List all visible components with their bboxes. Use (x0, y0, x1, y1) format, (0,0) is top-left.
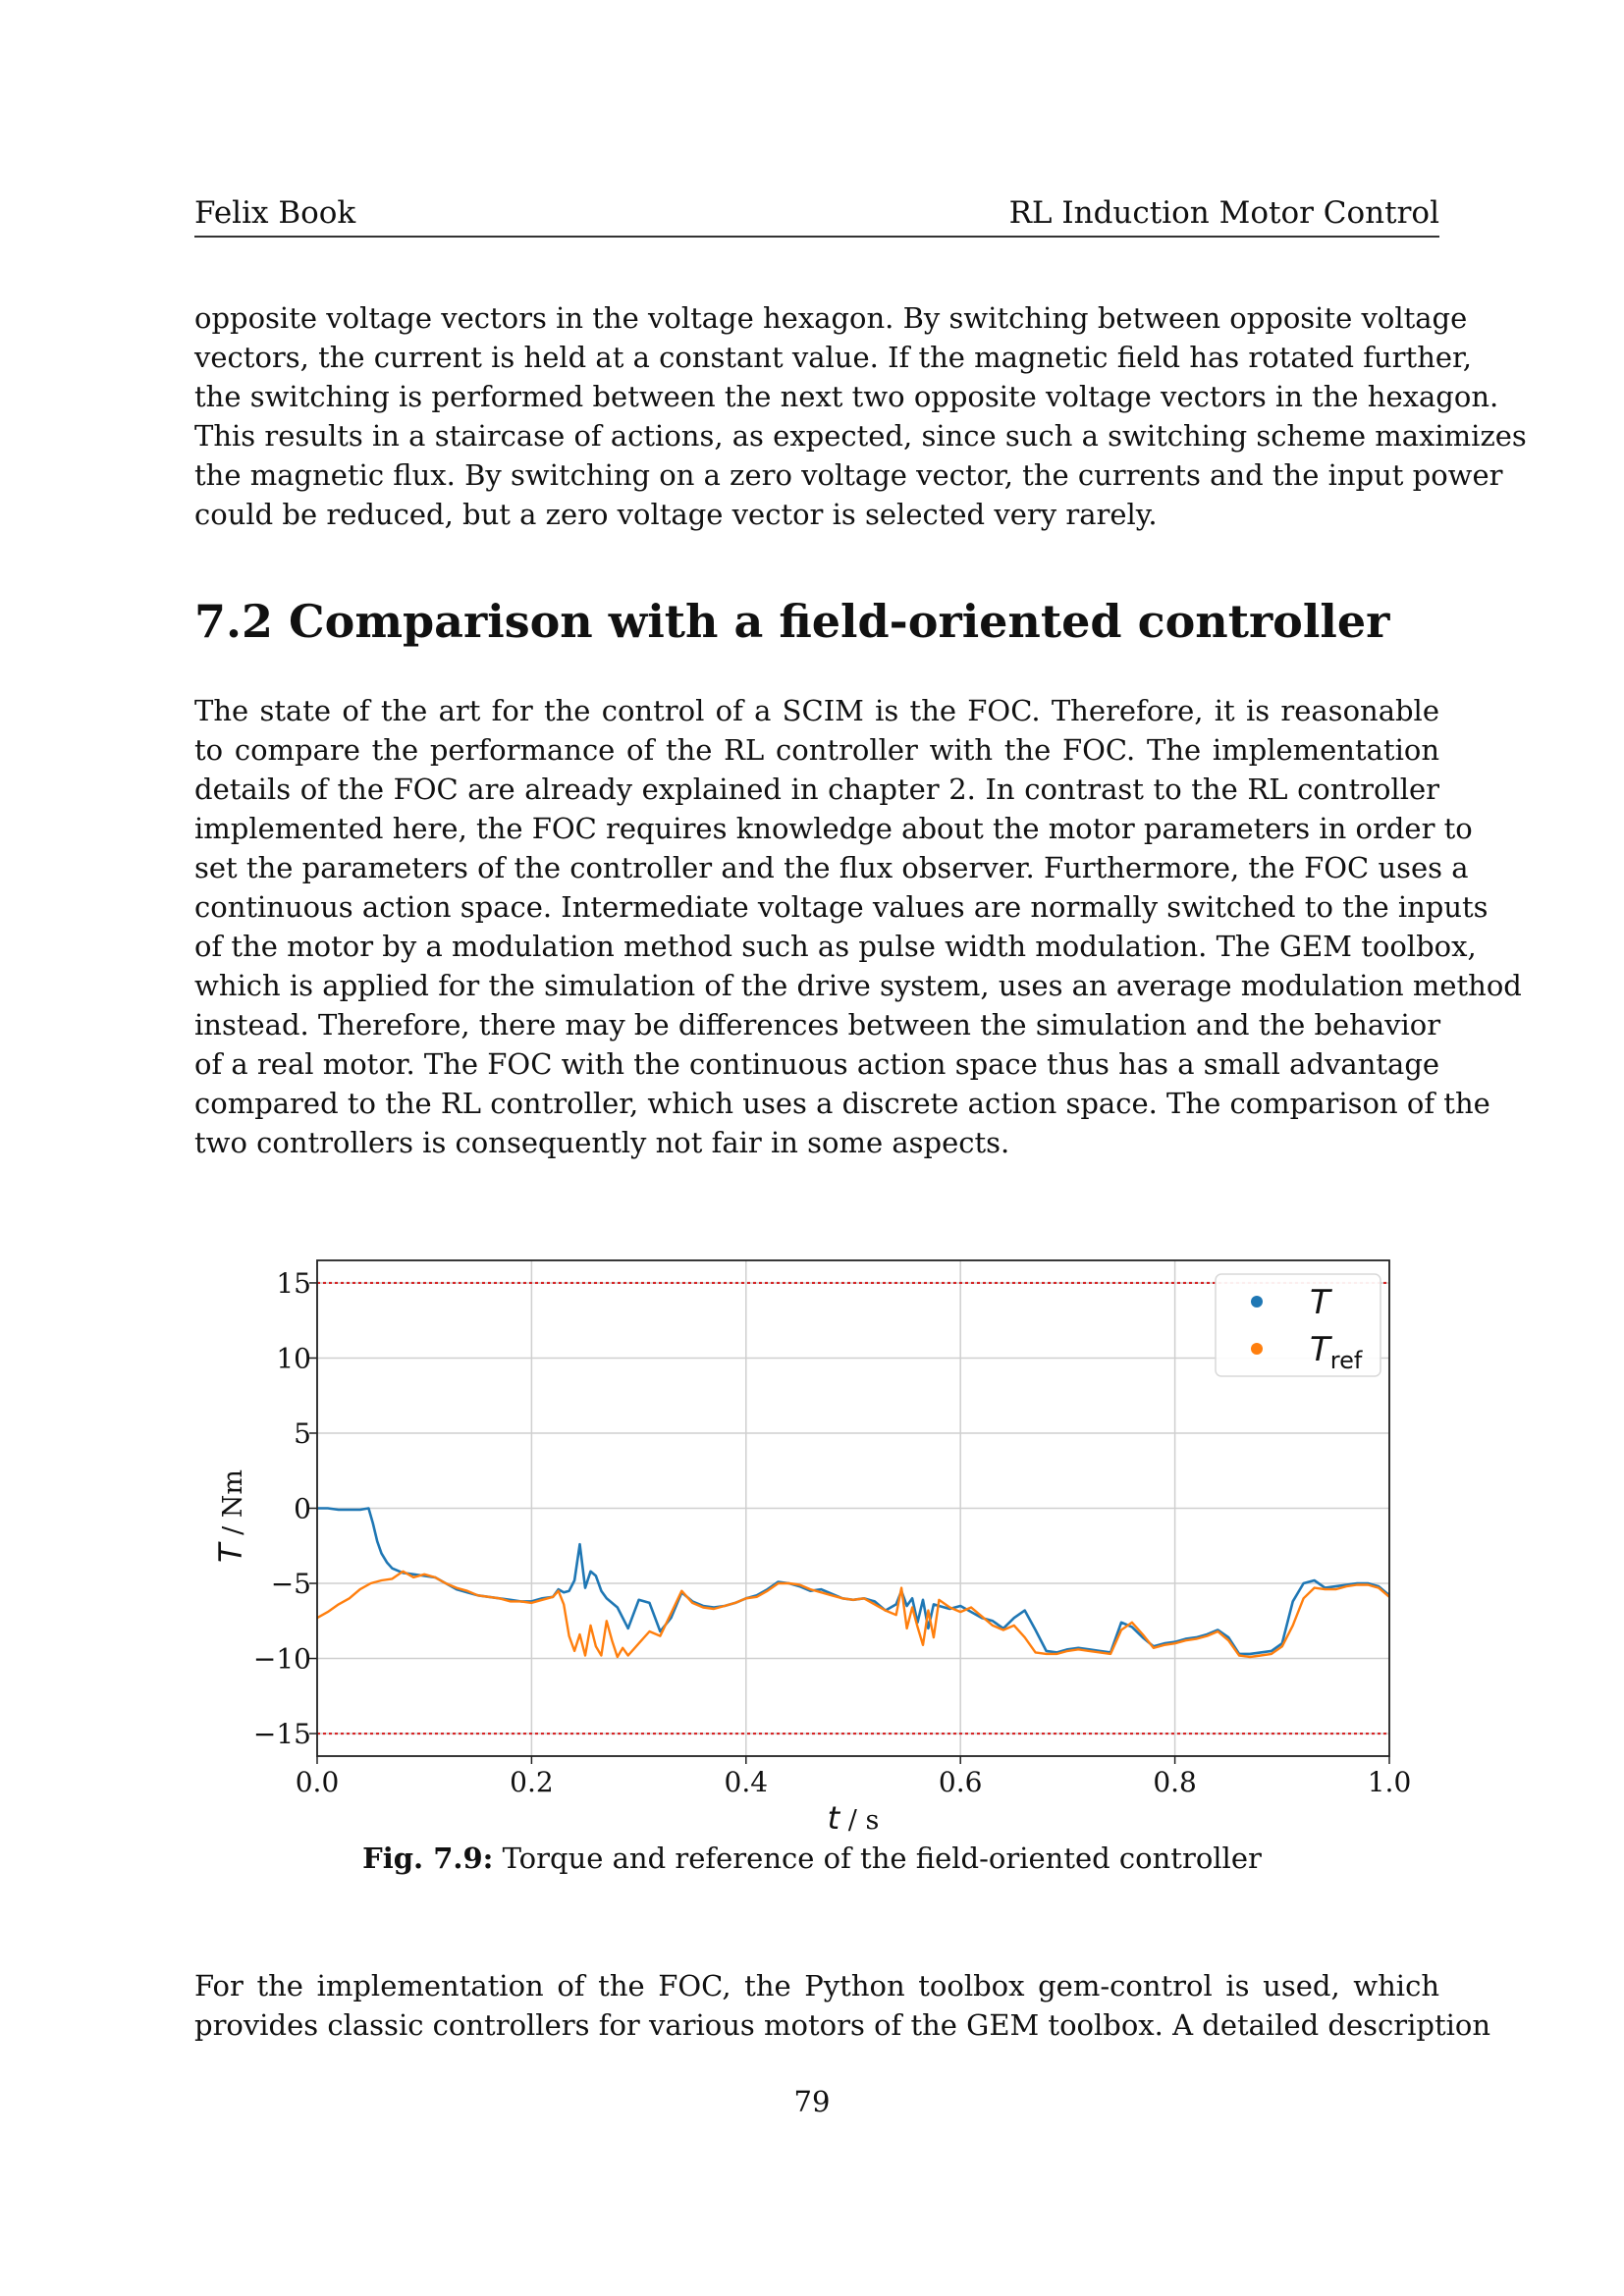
text-line: details of the FOC are already explained in chapter 2. In contrast to the RL controller (194, 773, 1439, 806)
text-line: set the parameters of the controller and the flux observer. Furthermore, the FOC uses a (194, 851, 1469, 884)
text-line: continuous action space. Intermediate voltage values are normally switched to the inputs (194, 890, 1489, 924)
text-line: opposite voltage vectors in the voltage hexagon. By switching between opposite voltage (194, 301, 1468, 335)
figure-label: Fig. 7.9: (362, 1842, 494, 1875)
x-tick-label: 0.4 (724, 1766, 769, 1798)
text-line: of the motor by a modulation method such as pulse width modulation. The GEM toolbox, (194, 930, 1477, 963)
section-number: 7.2 (194, 595, 274, 648)
section-title: Comparison with a field-oriented controller (289, 595, 1390, 648)
text-line: the magnetic flux. By switching on a zero voltage vector, the currents and the input power (194, 458, 1503, 492)
legend-marker (1251, 1296, 1263, 1308)
text-line: the switching is performed between the next two opposite voltage vectors in the hexagon. (194, 380, 1499, 413)
x-tick-label: 0.0 (295, 1766, 340, 1798)
text-line: The state of the art for the control of a SCIM is the FOC. Therefore, it is reasonable (194, 694, 1439, 727)
y-tick-label: 0 (294, 1492, 311, 1525)
x-tick-label: 0.8 (1153, 1766, 1197, 1798)
x-tick-label: 0.6 (938, 1766, 983, 1798)
text-line: This results in a staircase of actions, as expected, since such a switching scheme maximizes (194, 419, 1527, 453)
series-line-t (317, 1509, 1389, 1654)
text-line: which is applied for the simulation of the drive system, uses an average modulation method (194, 969, 1522, 1002)
series-line-t-ref (317, 1572, 1389, 1657)
legend-marker (1251, 1343, 1263, 1355)
text-line: provides classic controllers for various motors of the GEM toolbox. A detailed description (194, 2008, 1491, 2042)
text-line: vectors, the current is held at a constant value. If the magnetic field has rotated further, (194, 341, 1472, 374)
legend-label: $T_{ref}$ (1310, 1330, 1363, 1374)
legend-label: T (1310, 1283, 1330, 1322)
text-line: two controllers is consequently not fair in some aspects. (194, 1126, 1010, 1159)
y-tick-label: 5 (294, 1416, 311, 1450)
y-axis-label: T / Nm (212, 1468, 249, 1564)
text-line: compared to the RL controller, which uses a discrete action space. The comparison of the (194, 1087, 1490, 1120)
x-axis-label: t / s (827, 1799, 880, 1837)
page-number: 79 (793, 2085, 831, 2118)
figure-caption (0, 1842, 1624, 1875)
text-line: could be reduced, but a zero voltage vector is selected very rarely. (194, 498, 1158, 531)
y-tick-label: 15 (276, 1266, 311, 1300)
y-tick-label: −5 (270, 1568, 311, 1601)
text-line: implemented here, the FOC requires knowledge about the motor parameters in order to (194, 812, 1473, 845)
header-title: RL Induction Motor Control (1008, 195, 1439, 231)
text-line: to compare the performance of the RL controller with the FOC. The implementation (194, 733, 1439, 767)
text-line: instead. Therefore, there may be differences between the simulation and the behavior (194, 1008, 1441, 1041)
y-tick-label: 10 (276, 1342, 311, 1375)
header-author: Felix Book (194, 195, 356, 231)
paragraph-implementation (194, 1966, 1491, 2045)
figure-caption-text: Torque and reference of the field-oriented controller (502, 1842, 1262, 1875)
x-tick-label: 1.0 (1367, 1766, 1412, 1798)
x-tick-label: 0.2 (510, 1766, 554, 1798)
y-tick-label: −10 (252, 1642, 311, 1676)
y-tick-label: −15 (252, 1718, 311, 1751)
text-line: For the implementation of the FOC, the Python toolbox gem-control is used, which (194, 1969, 1439, 2002)
text-line: of a real motor. The FOC with the continuous action space thus has a small advantage (194, 1047, 1440, 1081)
